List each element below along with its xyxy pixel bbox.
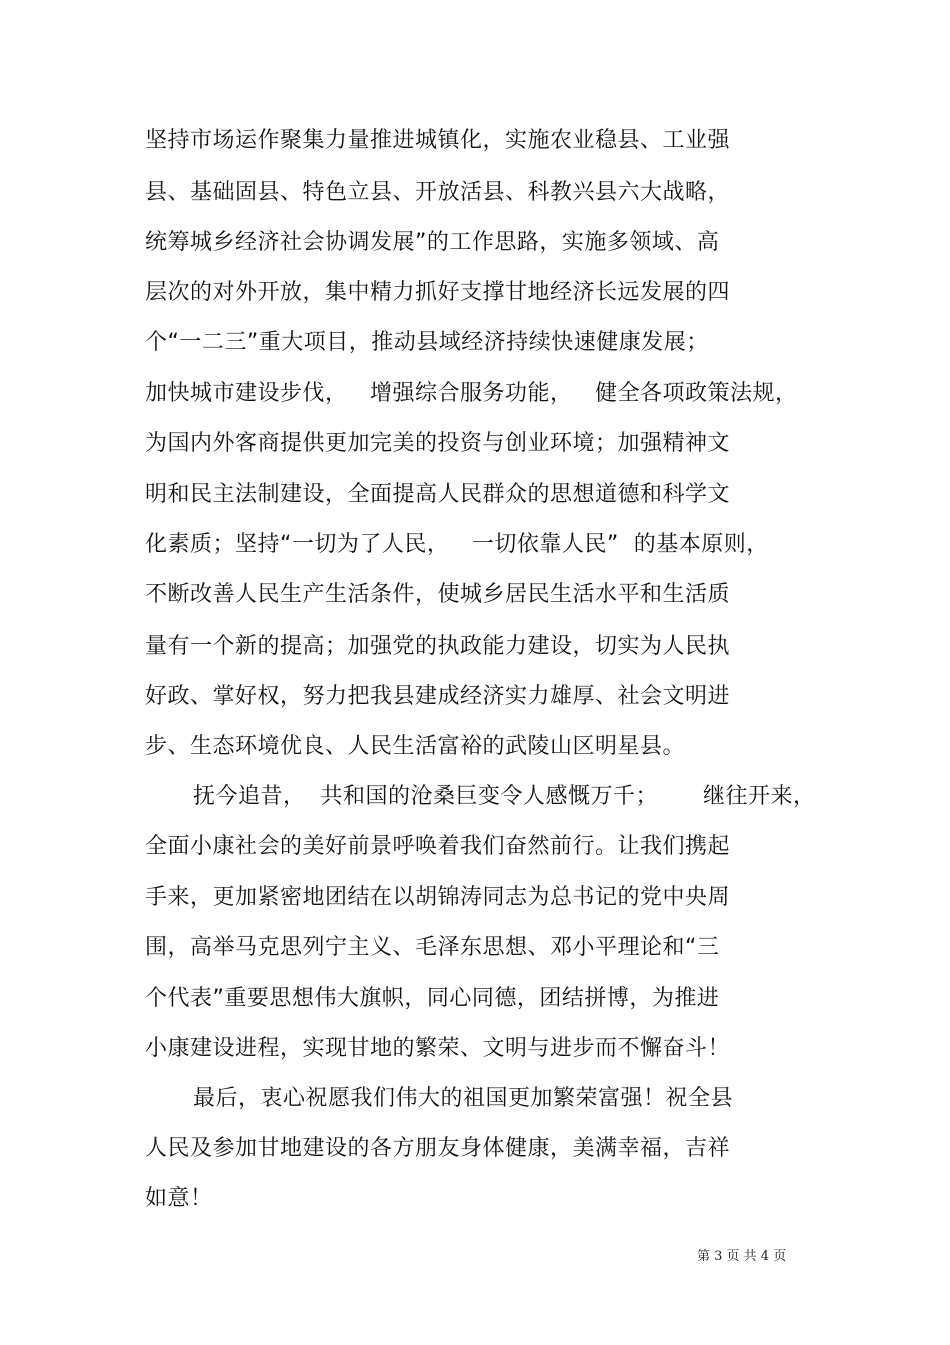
text-line: 手来，更加紧密地团结在以胡锦涛同志为总书记的党中央周	[145, 885, 731, 910]
page-number-footer: 第 3 页 共 4 页	[697, 1249, 787, 1264]
text-line: 围，高举马克思列宁主义、毛泽东思想、邓小平理论和“三	[145, 935, 720, 960]
text-line: 不断改善人民生产生活条件，使城乡居民生活水平和生活质	[145, 582, 731, 607]
text-line: 小康建设进程，实现甘地的繁荣、文明与进步而不懈奋斗！	[145, 1036, 731, 1061]
text-line: 人民及参加甘地建设的各方朋友身体健康，美满幸福，吉祥	[145, 1136, 731, 1161]
text-line: 个代表”重要思想伟大旗帜，同心同德，团结拼博，为推进	[145, 986, 720, 1011]
text-line: 量有一个新的提高；加强党的执政能力建设，切实为人民执	[145, 634, 731, 659]
text-line: 全面小康社会的美好前景呼唤着我们奋然前行。让我们携起	[145, 834, 731, 859]
text-line: 步、生态环境优良、人民生活富裕的武陵山区明星县。	[145, 734, 686, 759]
text-line: 如意！	[145, 1186, 213, 1211]
text-line: 加快城市建设步伐， 增强综合服务功能， 健全各项政策法规，	[145, 381, 798, 406]
text-line: 坚持市场运作聚集力量推进城镇化，实施农业稳县、工业强	[145, 128, 731, 153]
text-line: 县、基础固县、特色立县、开放活县、科教兴县六大战略，	[145, 180, 731, 205]
text-line: 化素质；坚持“一切为了人民， 一切依靠人民” 的基本原则，	[145, 532, 769, 557]
text-line: 明和民主法制建设，全面提高人民群众的思想道德和科学文	[145, 482, 731, 507]
text-line: 统筹城乡经济社会协调发展”的工作思路，实施多领域、高	[145, 230, 720, 255]
text-line: 为国内外客商提供更加完美的投资与创业环境；加强精神文	[145, 431, 731, 456]
text-line: 层次的对外开放，集中精力抓好支撑甘地经济长远发展的四	[145, 280, 731, 305]
text-line: 好政、掌好权，努力把我县建成经济实力雄厚、社会文明进	[145, 684, 731, 709]
text-line: 个“一二三”重大项目，推动县域经济持续快速健康发展；	[145, 330, 709, 355]
paragraph-start-line: 抚今追昔， 共和国的沧桑巨变令人感慨万千； 继往开来，	[193, 784, 816, 809]
paragraph-start-line: 最后，衷心祝愿我们伟大的祖国更加繁荣富强！祝全县	[193, 1086, 734, 1111]
